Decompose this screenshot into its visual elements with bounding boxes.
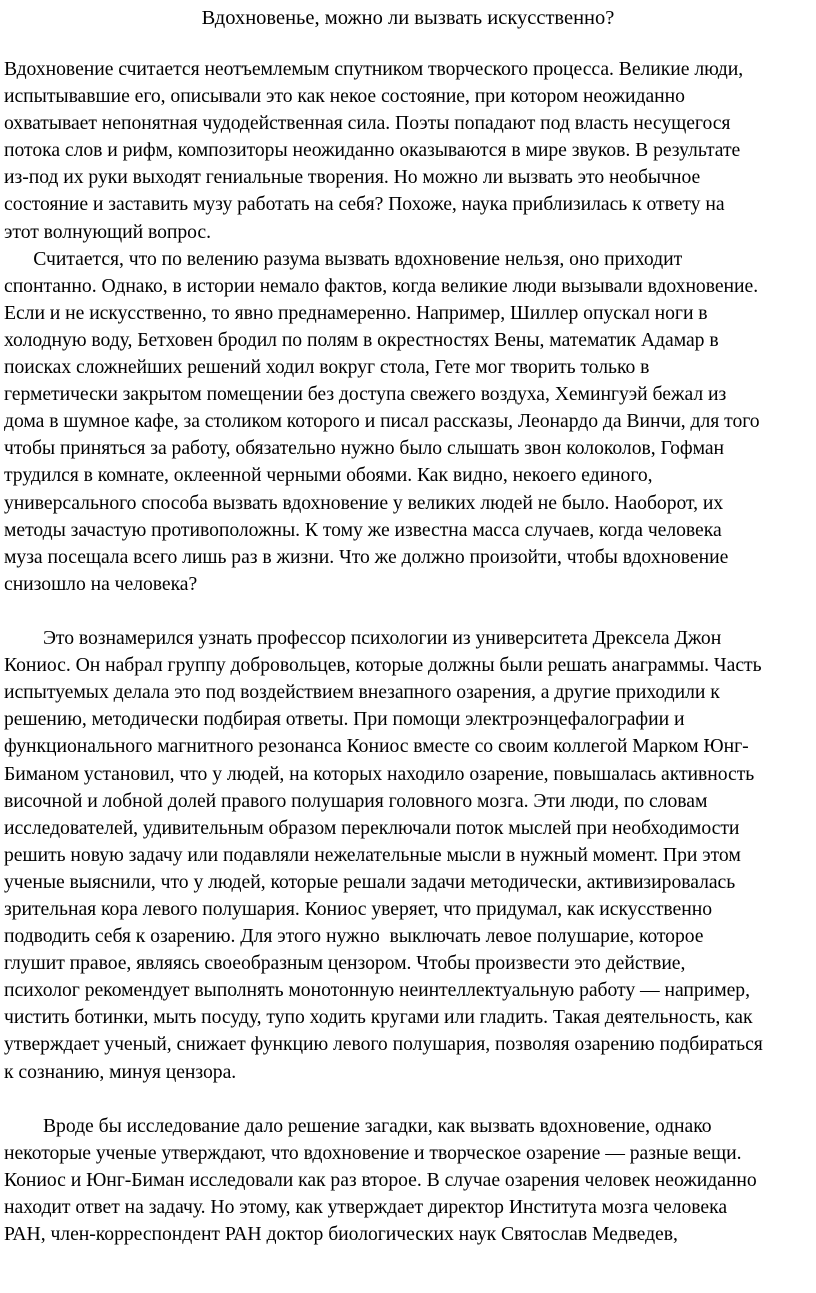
text-line: подводить себя к озарению. Для этого нужно выключать левое полушарие, которое xyxy=(4,925,704,948)
document-title: Вдохновенье, можно ли вызвать искусственно? xyxy=(201,7,615,29)
text-line: некоторые ученые утверждают, что вдохновение и творческое озарение — разные вещи. xyxy=(4,1141,742,1164)
text-line: Вроде бы исследование дало решение загадки, как вызвать вдохновение, однако xyxy=(4,1114,712,1137)
paragraph-1 xyxy=(4,56,816,246)
text-line: зрительная кора левого полушария. Кониос уверяет, что придумал, как искусственно xyxy=(4,898,713,920)
paragraph-4 xyxy=(4,1113,816,1248)
text-line: Это вознамерился узнать профессор психологии из университета Дрексела Джон xyxy=(4,627,722,650)
text-line: РАН, член-корреспондент РАН доктор биологических наук Святослав Медведев, xyxy=(4,1223,678,1246)
document-body xyxy=(4,56,816,1248)
text-line: этот волнующий вопрос. xyxy=(4,220,211,243)
text-line: холодную воду, Бетховен бродил по полям в окрестностях Вены, математик Адамар в xyxy=(4,328,719,351)
text-line: решению, методически подбирая ответы. При помощи электроэнцефалографии и xyxy=(4,708,685,731)
text-line: поисках сложнейших решений ходил вокруг стола, Гете мог творить только в xyxy=(4,356,650,379)
text-line: потока слов и рифм, композиторы неожиданно оказываются в мире звуков. В результате xyxy=(4,139,741,162)
text-line: муза посещала всего лишь раз в жизни. Что же должно произойти, чтобы вдохновение xyxy=(4,545,729,568)
text-line: спонтанно. Однако, в истории немало фактов, когда великие люди вызывали вдохновение. xyxy=(4,274,759,297)
paragraph-gap xyxy=(4,598,816,625)
text-line: методы зачастую противоположны. К тому же известна масса случаев, когда человека xyxy=(4,518,722,541)
text-line: универсального способа вызвать вдохновение у великих людей не было. Наоборот, их xyxy=(4,491,724,514)
text-line: охватывает непонятная чудодейственная сила. Поэты попадают под власть несущегося xyxy=(4,112,731,135)
text-line: чтобы приняться за работу, обязательно нужно было слышать звон колоколов, Гофман xyxy=(4,437,725,460)
text-line: из-под их руки выходят гениальные творения. Но можно ли вызвать это необычное xyxy=(4,166,701,189)
text-line: трудился в комнате, оклеенной черными обоями. Как видно, некоего единого, xyxy=(4,464,653,487)
text-line: герметически закрытом помещении без доступа свежего воздуха, Хемингуэй бежал из xyxy=(4,383,727,406)
text-line: Кониос. Он набрал группу добровольцев, которые должны были решать анаграммы. Часть xyxy=(4,654,762,677)
text-line: к сознанию, минуя цензора. xyxy=(4,1060,237,1083)
text-line: Кониос и Юнг-Биман исследовали как раз второе. В случае озарения человек неожиданно xyxy=(4,1169,757,1192)
text-line: состояние и заставить музу работать на себя? Похоже, наука приблизилась к ответу на xyxy=(4,193,725,216)
paragraph-3 xyxy=(4,625,816,1086)
text-line: находит ответ на задачу. Но этому, как утверждает директор Института мозга человека xyxy=(4,1196,728,1219)
text-line: височной и лобной долей правого полушария головного мозга. Эти люди, по словам xyxy=(4,789,708,812)
paragraph-2 xyxy=(4,246,816,598)
text-line: испытуемых делала это под воздействием внезапного озарения, а другие приходили к xyxy=(4,681,720,704)
text-line: Если и не искусственно, то явно преднамеренно. Например, Шиллер опускал ноги в xyxy=(4,301,708,324)
text-line: решить новую задачу или подавляли нежелательные мысли в нужный момент. При этом xyxy=(4,843,741,866)
text-line: исследователей, удивительным образом переключали поток мыслей при необходимости xyxy=(4,816,740,839)
text-line: ученые выяснили, что у людей, которые решали задачи методически, активизировалась xyxy=(4,870,736,893)
text-line: функционального магнитного резонанса Кониос вместе со своим коллегой Марком Юнг- xyxy=(4,735,749,758)
text-line: Биманом установил, что у людей, на которых находило озарение, повышалась активность xyxy=(4,762,755,785)
paragraph-gap xyxy=(4,1086,816,1113)
text-line: глушит правое, являясь своеобразным цензором. Чтобы произвести это действие, xyxy=(4,952,686,975)
text-line: Вдохновение считается неотъемлемым спутником творческого процесса. Великие люди, xyxy=(4,58,744,80)
text-line: чистить ботинки, мыть посуду, тупо ходить кругами или гладить. Такая деятельность, как xyxy=(4,1006,753,1029)
text-line: снизошло на человека? xyxy=(4,572,198,595)
text-line: испытывавшие его, описывали это как некое состояние, при котором неожиданно xyxy=(4,85,685,108)
text-line: дома в шумное кафе, за столиком которого и писал рассказы, Леонардо да Винчи, для того xyxy=(4,410,760,433)
text-line: психолог рекомендует выполнять монотонную неинтеллектуальную работу — например, xyxy=(4,979,750,1002)
text-line: Считается, что по велению разума вызвать вдохновение нельзя, оно приходит xyxy=(4,247,683,270)
text-line: утверждает ученый, снижает функцию левого полушария, позволяя озарению подбираться xyxy=(4,1033,763,1056)
